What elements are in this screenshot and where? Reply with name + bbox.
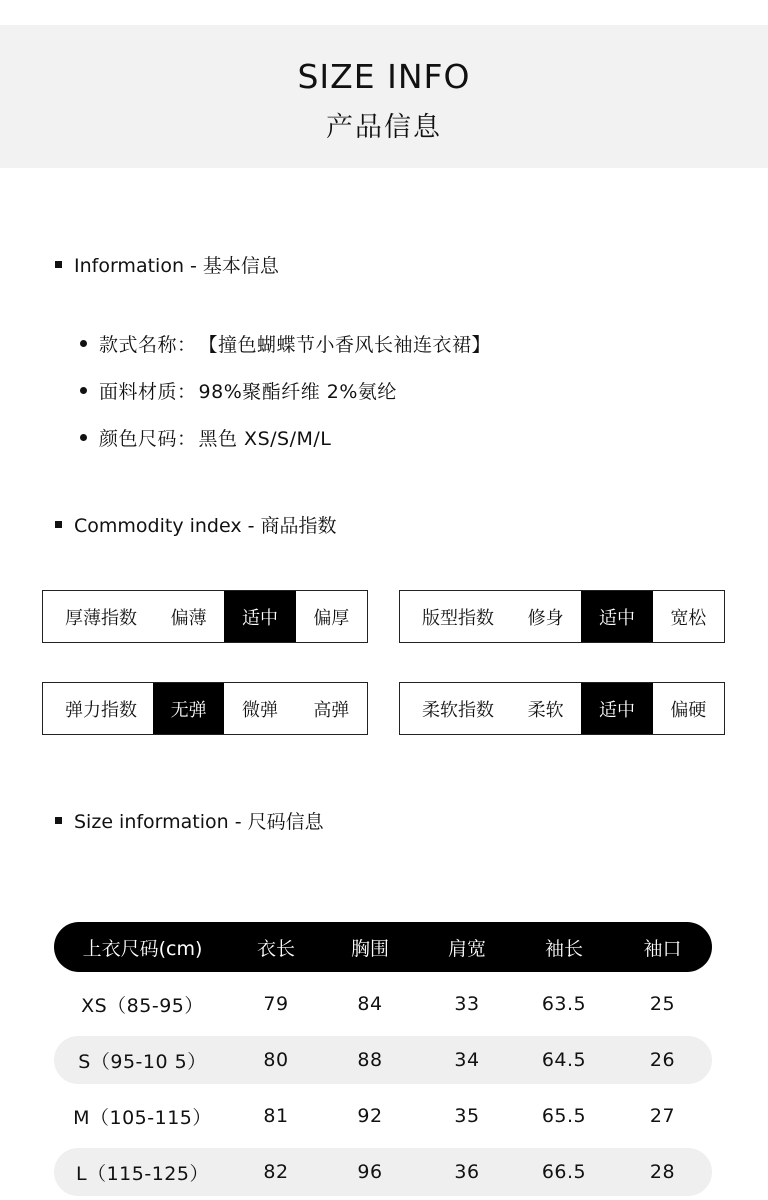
table-cell: XS（85-95）: [81, 994, 204, 1017]
table-cell: 63.5: [541, 993, 587, 1015]
header-cell-shoulder: 肩宽: [447, 937, 486, 960]
table-cell: 79: [263, 993, 289, 1015]
section-heading-commodity: [55, 511, 337, 538]
table-header: [54, 922, 712, 972]
table-cell: L（115-125）: [76, 1162, 209, 1185]
index-softness: [399, 682, 725, 735]
table-cell: 92: [357, 1105, 383, 1127]
info-value: 黑色 XS/S/M/L: [198, 428, 332, 450]
table-cell: 84: [357, 993, 383, 1015]
table-cell: 36: [454, 1161, 480, 1183]
index-option-selected: 适中: [581, 683, 652, 734]
table-cell: 65.5: [541, 1105, 587, 1127]
table-cell: 25: [649, 993, 676, 1015]
table-cell: 27: [649, 1105, 676, 1127]
section-heading-label: Size information - 尺码信息: [74, 811, 324, 833]
table-cell: 81: [263, 1105, 289, 1127]
page-title: SIZE INFO: [297, 57, 471, 96]
table-cell: 64.5: [541, 1049, 587, 1071]
index-option-selected: 适中: [224, 591, 295, 642]
header-cell-bust: 胸围: [350, 937, 389, 960]
index-option: 宽松: [670, 607, 707, 629]
table-row: [54, 1148, 712, 1196]
index-option: 修身: [527, 607, 564, 629]
info-item-material: [80, 367, 491, 414]
info-item-color-size: [80, 414, 491, 461]
table-cell: 66.5: [541, 1161, 587, 1183]
section-heading-information: [55, 251, 279, 278]
index-option: 微弹: [241, 699, 278, 721]
index-option: 偏硬: [670, 699, 707, 721]
dot-bullet-icon: [80, 387, 87, 394]
header-cell-size: 上衣尺码(cm): [82, 937, 203, 960]
table-cell: 96: [357, 1161, 383, 1183]
index-elasticity: [42, 682, 368, 735]
index-option: 高弹: [313, 699, 350, 721]
header-cell-length: 衣长: [256, 937, 295, 960]
table-cell: 88: [357, 1049, 383, 1071]
table-cell: 33: [454, 993, 480, 1015]
section-heading-size: [55, 807, 324, 834]
index-name: 版型指数: [422, 607, 494, 629]
table-row: [54, 980, 712, 1028]
index-fit: [399, 590, 725, 643]
index-name: 弹力指数: [65, 699, 137, 721]
section-heading-label: Information - 基本信息: [74, 255, 279, 277]
square-bullet-icon: [55, 261, 62, 268]
info-value: 【撞色蝴蝶节小香风长袖连衣裙】: [198, 334, 492, 356]
table-cell: S（95-10 5）: [78, 1050, 207, 1073]
info-label: 面料材质：: [99, 381, 197, 403]
table-cell: M（105-115）: [73, 1106, 212, 1129]
dot-bullet-icon: [80, 340, 87, 347]
index-thickness: [42, 590, 368, 643]
page-subtitle: 产品信息: [326, 112, 442, 143]
table-row: [54, 1036, 712, 1084]
table-cell: 82: [263, 1161, 289, 1183]
index-name: 柔软指数: [422, 699, 494, 721]
table-cell: 80: [263, 1049, 289, 1071]
index-option: 偏厚: [313, 607, 350, 629]
header-cell-cuff: 袖口: [643, 937, 682, 960]
table-cell: 26: [649, 1049, 676, 1071]
table-cell: 34: [454, 1049, 480, 1071]
header-banner: [0, 25, 768, 168]
index-option: 柔软: [527, 699, 564, 721]
index-option-selected: 适中: [581, 591, 652, 642]
square-bullet-icon: [55, 817, 62, 824]
square-bullet-icon: [55, 521, 62, 528]
size-table: [54, 922, 712, 1196]
info-list: [80, 320, 491, 461]
info-value: 98%聚酯纤维 2%氨纶: [198, 381, 397, 403]
index-name: 厚薄指数: [65, 607, 137, 629]
info-label: 款式名称：: [99, 334, 197, 356]
index-option-selected: 无弹: [153, 683, 224, 734]
info-item-style: [80, 320, 491, 367]
table-cell: 35: [454, 1105, 480, 1127]
index-option: 偏薄: [170, 607, 207, 629]
info-label: 颜色尺码：: [99, 428, 197, 450]
section-heading-label: Commodity index - 商品指数: [74, 515, 337, 537]
header-cell-sleeve: 袖长: [544, 937, 583, 960]
dot-bullet-icon: [80, 434, 87, 441]
table-cell: 28: [649, 1161, 676, 1183]
table-row: [54, 1092, 712, 1140]
